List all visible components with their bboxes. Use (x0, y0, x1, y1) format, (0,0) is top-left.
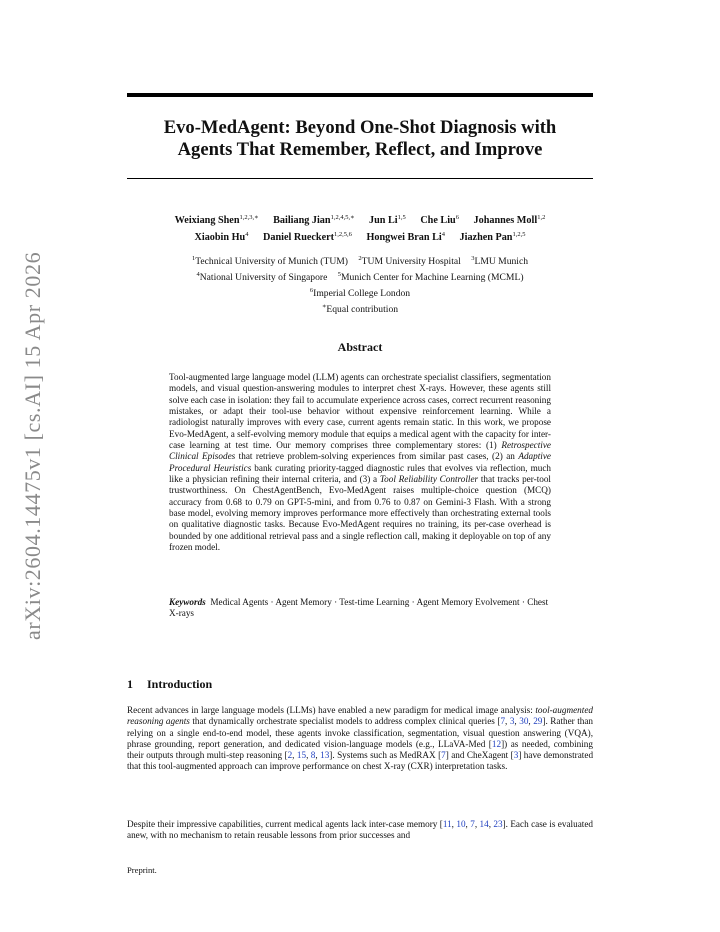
preprint-footer: Preprint. (127, 865, 157, 875)
author: Xiaobin Hu$^4$ (194, 231, 249, 243)
author-list (127, 211, 593, 245)
citation-link[interactable]: 8 (310, 750, 316, 761)
author: Weixiang Shen$^{1,2,3,∗}$ (174, 214, 259, 226)
arxiv-identifier: arXiv:2604.14475v1 [cs.AI] 15 Apr 2026 (20, 251, 45, 640)
citation-link[interactable]: 14 (479, 819, 489, 829)
keywords (169, 597, 551, 620)
citation-link[interactable]: 12 (491, 738, 502, 749)
author: Jiazhen Pan$^{1,2,5}$ (459, 231, 526, 243)
author: Bailiang Jian$^{1,2,4,5,∗}$ (273, 214, 355, 226)
author: Hongwei Bran Li$^4$ (366, 231, 445, 243)
intro-paragraph-1: Recent advances in large language models (LLMs) have enabled a new paradigm for medical image analysis: tool-augmented reasoning agents that dynamically orchestrate specialist models to address complex clinical queries [7, 3, 30, 29]. Rather than relying on a single end-to-end model, these agents invoke classification, segmentation, visual question answering (VQA), phrase grounding, report generation, and dedicated vision-language models (e.g., LLaVA-Med [12]) as needed, combining their outputs through multi-step reasoning [2, 15, 8, 13]. Systems such as MedRAX [7] and CheXagent [3] have demonstrated that this tool-augmented approach can improve performance on chest X-ray (CXR) interpretation tasks. (127, 705, 594, 772)
affiliation-row-3 (127, 284, 593, 300)
affiliations (127, 252, 593, 316)
paper-title (127, 117, 593, 161)
author: Che Liu$^6$ (420, 214, 459, 226)
citation-link[interactable]: 30 (519, 716, 529, 727)
title-line-2: Agents That Remember, Reflect, and Improve (177, 139, 543, 160)
citation-link[interactable]: 23 (493, 819, 503, 829)
author: Johannes Moll$^{1,2}$ (473, 214, 546, 226)
citation-link[interactable]: 29 (533, 716, 543, 727)
keywords-label: Keywords (169, 597, 206, 607)
intro-paragraph-2: Despite their impressive capabilities, current medical agents lack inter-case memory [11, 10, 7, 14, 23]. Each case is evaluated anew, with no mechanism to retain reusable lessons from prior successes and (127, 819, 593, 841)
affiliation-row-2 (127, 268, 593, 284)
citation-link[interactable]: 7 (470, 819, 475, 829)
citation-link[interactable]: 11 (442, 819, 452, 829)
author-row-2 (127, 228, 593, 245)
affiliation: $^4$National University of Singapore (196, 271, 328, 283)
title-line-1: Evo-MedAgent: Beyond One-Shot Diagnosis with (163, 117, 557, 138)
author: Jun Li$^{1,5}$ (369, 214, 406, 226)
title-top-rule (127, 93, 593, 97)
affiliation: $^6$Imperial College London (309, 287, 411, 299)
affiliation: $^1$Technical University of Munich (TUM) (191, 255, 349, 267)
citation-link[interactable]: 10 (456, 819, 466, 829)
citation-link[interactable]: 7 (441, 750, 446, 761)
equal-contribution-note: ∗Equal contribution (321, 303, 399, 315)
citation-link[interactable]: 3 (513, 750, 519, 761)
citation-link[interactable]: 2 (287, 750, 293, 761)
author-row-1 (127, 211, 593, 228)
abstract-text: Tool-augmented large language model (LLM) agents can orchestrate specialist classifiers, segmentation models, and visual question-answering modules to interpret chest X-rays. However, these agents still solve each case in isolation: they fail to accumulate experience across cases, correct recurrent reasoning mistakes, or adapt their tool-use behavior without expensive reinforcement learning. While a radiologist naturally improves with every case, current agents remain static. In this work, we propose Evo-MedAgent, a self-evolving memory module that equips a medical agent with the capacity for inter-case learning at test time. Our memory comprises three complementary stores: (1) Retrospective Clinical Episodes that retrieve problem-solving experiences from similar past cases, (2) an Adaptive Procedural Heuristics bank curating priority-tagged diagnostic rules that evolves via reflection, much like a physician refining their internal criteria, and (3) a Tool Reliability Controller that tracks per-tool trustworthiness. On ChestAgentBench, Evo-MedAgent raises multiple-choice question (MCQ) accuracy from 0.68 to 0.79 on GPT-5-mini, and from 0.76 to 0.87 on Gemini-3 Flash. With a strong base model, evolving memory improves performance more effectively than orchestrating external tools on qualitative diagnostic tasks. Because Evo-MedAgent requires no training, its per-case overhead is bounded by one additional retrieval pass and a single reflection call, making it deployable on top of any frozen model. (169, 372, 551, 553)
author: Daniel Rueckert$^{1,2,5,6}$ (263, 231, 352, 243)
affiliation-row-1 (127, 252, 593, 268)
citation-link[interactable]: 7 (500, 716, 506, 727)
citation-link[interactable]: 3 (509, 716, 515, 727)
section-heading-introduction: 1 Introduction (127, 677, 213, 691)
citation-link[interactable]: 15 (296, 750, 307, 761)
abstract-heading: Abstract (337, 340, 383, 354)
affiliation: $^3$LMU Munich (471, 255, 529, 267)
keywords-list: Medical Agents · Agent Memory · Test-time Learning · Agent Memory Evolvement · Chest X-rays (169, 597, 549, 619)
affiliation: $^2$TUM University Hospital (358, 255, 461, 267)
affiliation: $^5$Munich Center for Machine Learning (MCML) (337, 271, 524, 283)
citation-link[interactable]: 13 (320, 750, 330, 761)
title-bottom-rule (127, 178, 593, 179)
